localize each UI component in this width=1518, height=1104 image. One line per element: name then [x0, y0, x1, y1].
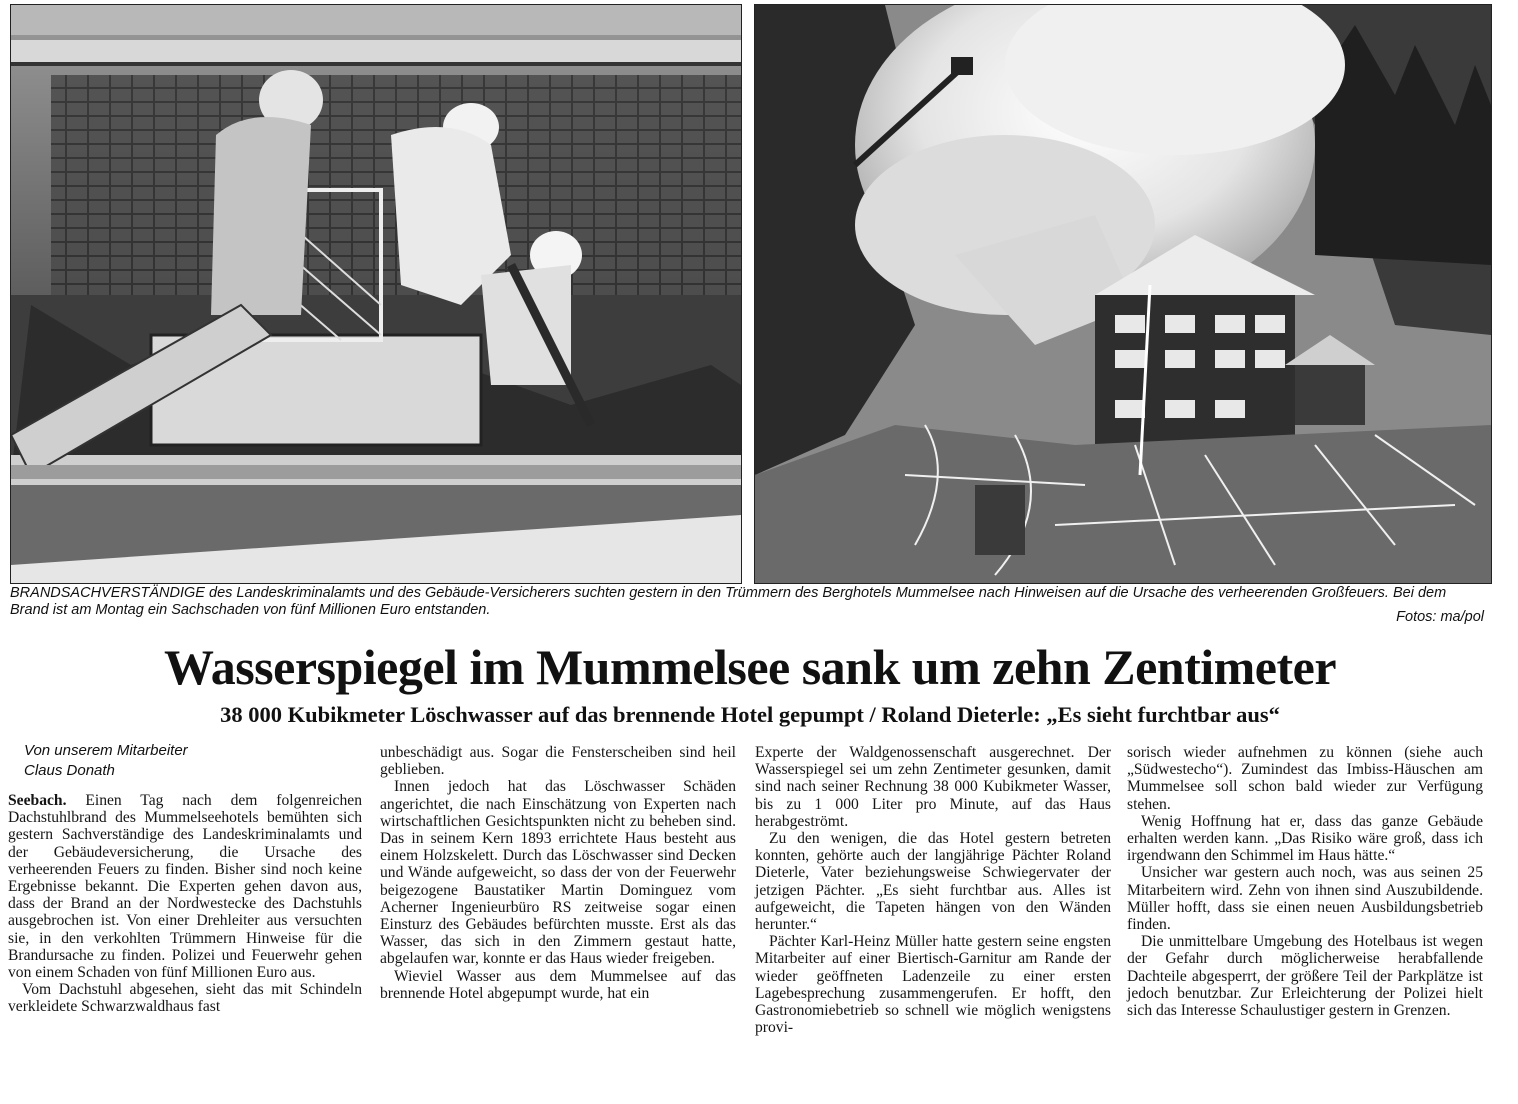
- dateline: Seebach.: [8, 792, 67, 809]
- photo-credit: Fotos: ma/pol: [1396, 609, 1484, 625]
- article-paragraph: Innen jedoch hat das Löschwasser Schäden angerichtet, die nach Einschätzung von Experten nach wirtschaftlichen Gesichtspunkten nicht zu beheben sind. Das in seinem Kern 1893 errichtete Haus besteht aus einem Holzskelett. Durch das Löschwasser sind Decken und Wände aufgeweicht, so dass der von der Feuerwehr beigezogene Baustatiker Martin Dominguez vom Acherner Ingenieurbüro RS zeitweise sogar einen Einsturz des Gebäudes befürchten musste. Erst als das Wasser, das sich in den Zimmern gestaut hatte, abgelaufen war, konnte er das Haus wieder freigeben.: [380, 778, 736, 968]
- caption-text: des Landeskriminalamts und des Gebäude-Versicherers suchten gestern in den Trümmern des Berghotels Mummelsee nach Hinweisen auf die Ursache des verheerenden Großfeuers. Bei dem Brand ist am Montag ein Sachschaden von fünf Millionen Euro entstanden.: [10, 585, 1447, 618]
- article-paragraph: sorisch wieder aufnehmen zu können (siehe auch „Südwestecho“). Zumindest das Imbiss-Häuschen am Mummelsee soll schon bald wieder zur Verfügung stehen.: [1127, 744, 1483, 813]
- article-paragraph: Zu den wenigen, die das Hotel gestern betreten konnten, gehörte auch der langjährige Pächter Roland Dieterle, Vater beziehungsweise Schwiegervater der jetzigen Pächter. „Es sieht furchtbar aus. Alles ist aufgeweicht, die Tapeten hängen von den Wänden herunter.“: [755, 830, 1111, 934]
- article-paragraph: Wieviel Wasser aus dem Mummelsee auf das brennende Hotel abgepumpt wurde, hat ein: [380, 967, 736, 1002]
- firefighters-photo-image: [11, 5, 741, 583]
- firefighters-photo: [10, 4, 742, 584]
- article-paragraph: Unsicher war gestern auch noch, was aus seinen 25 Mitarbeitern wird. Zehn von ihnen sind Auszubildende. Müller hofft, dass sie einen neuen Ausbildungsbetrieb finden.: [1127, 864, 1483, 934]
- hotel-fire-aerial-photo: [754, 4, 1492, 584]
- article-paragraph: Vom Dachstuhl abgesehen, sieht das mit Schindeln verkleidete Schwarzwaldhaus fast: [8, 981, 362, 1016]
- byline-line-1: Von unserem Mitarbeiter: [24, 742, 188, 759]
- caption-lead: BRANDSACHVERSTÄNDIGE: [10, 585, 205, 601]
- byline-author: Claus Donath: [24, 762, 115, 779]
- subheadline: 38 000 Kubikmeter Löschwasser auf das brennende Hotel gepumpt / Roland Dieterle: „Es sieht furchtbar aus“: [220, 702, 1280, 727]
- headline: Wasserspiegel im Mummelsee sank um zehn Zentimeter: [163, 639, 1337, 695]
- article-paragraph: Wenig Hoffnung hat er, dass das ganze Gebäude erhalten werden kann. „Das Risiko wäre groß, dass ich irgendwann den Schimmel im Haus hätte.“: [1127, 812, 1483, 865]
- byline: [24, 741, 188, 781]
- article-paragraph: unbeschädigt aus. Sogar die Fensterscheiben sind heil geblieben.: [380, 744, 736, 779]
- photo-caption: [10, 585, 1484, 619]
- article-column-3: [755, 744, 1111, 1036]
- article-column-4: [1127, 744, 1483, 1019]
- article-paragraph: Pächter Karl-Heinz Müller hatte gestern seine engsten Mitarbeiter auf einer Biertisch-Garnitur am Rande der wieder geöffneten Ladenzeile zu einer ersten Lagebesprechung zusammengerufen. Er hofft, den Gastronomiebetrieb so schnell wie möglich wenigstens provi-: [755, 933, 1111, 1037]
- hotel-fire-aerial-photo-image: [755, 5, 1491, 583]
- article-column-1: [8, 792, 362, 1016]
- article-paragraph: Experte der Waldgenossenschaft ausgerechnet. Der Wasserspiegel sei um zehn Zentimeter gesunken, damit sind nach seiner Rechnung 38 000 Kubikmeter Wasser, bis zu 1 000 Liter pro Minute, auf das Haus herabgeströmt.: [755, 744, 1111, 830]
- article-paragraph-text: Einen Tag nach dem folgenreichen Dachstuhlbrand des Mummelseehotels bemühten sich gestern Sachverständige des Landeskriminalamts und der Gebäudeversicherung, die Ursache des verheerenden Feuers zu finden. Bisher sind noch keine Ergebnisse bekannt. Die Experten gehen davon aus, dass der Brand an der Nordwestecke des Dachstuhls ausgebrochen ist. Von einer Drehleiter aus versuchten sie, in den verkohlten Trümmern Hinweise für die Brandursache zu finden. Polizei und Feuerwehr gehen von einem Schaden von fünf Millionen Euro aus.: [8, 792, 362, 982]
- article-paragraph: Die unmittelbare Umgebung des Hotelbaus ist wegen der Gefahr durch möglicherweise herabfallende Dachteile abgesperrt, der größere Teil der Parkplätze ist jedoch benutzbar. Zur Erleichterung der Polizei hielt sich das Interesse Schaulustiger gestern in Grenzen.: [1127, 933, 1483, 1020]
- article-paragraph: [8, 792, 362, 981]
- article-column-2: [380, 744, 736, 1002]
